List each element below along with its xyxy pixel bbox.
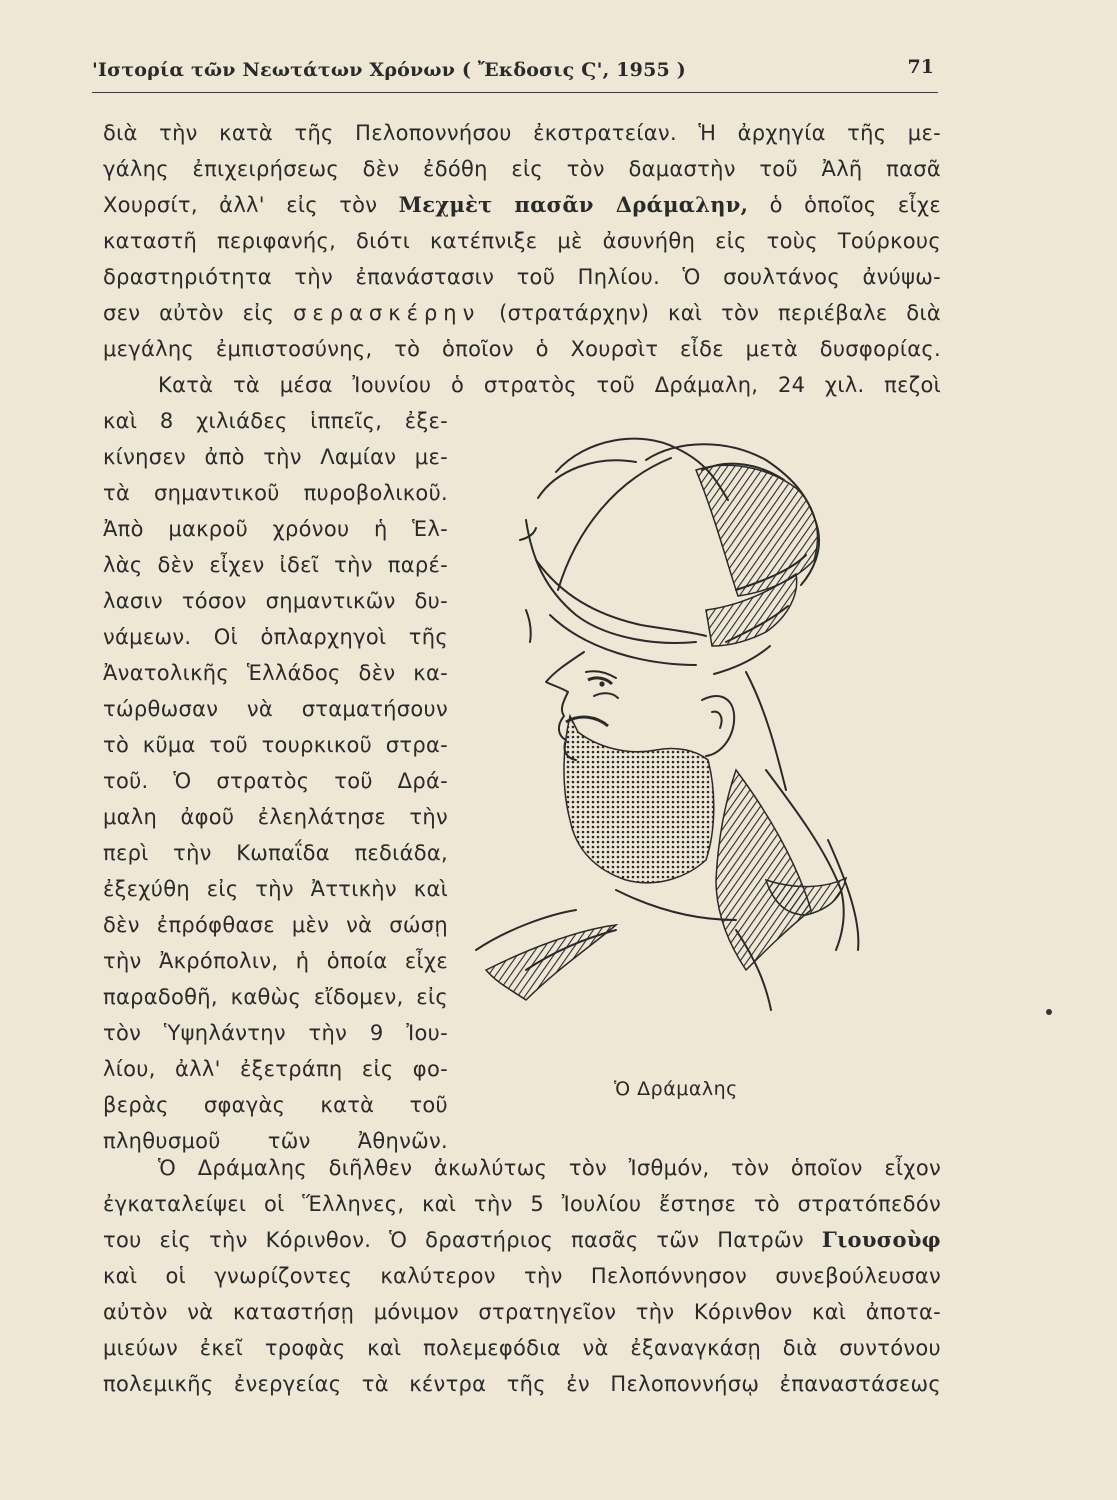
text-line: μιεύων ἐκεῖ τροφὰς καὶ πολεμεφόδια νὰ ἐξαναγκάσῃ διὰ συντόνου bbox=[103, 1336, 941, 1360]
text-line: καὶ 8 χιλιάδες ἱππεῖς, ἐξε- bbox=[103, 409, 448, 433]
text-line: παραδοθῆ, καθὼς εἴδομεν, εἰς bbox=[103, 985, 448, 1009]
text-line: λίου, ἀλλ' ἐξετράπη εἰς φο- bbox=[103, 1057, 448, 1081]
spaced-word-seraskier: σερασκέρην bbox=[293, 301, 481, 325]
text-line: τὸ κῦμα τοῦ τουρκικοῦ στρα- bbox=[103, 733, 448, 757]
text-line: Ἀνατολικῆς Ἑλλάδος δὲν κα- bbox=[103, 661, 448, 685]
text-line: τὴν Ἀκρόπολιν, ἡ ὁποία εἶχε bbox=[103, 949, 448, 973]
page-number: 71 bbox=[907, 56, 934, 78]
text-line: τὰ σημαντικοῦ πυροβολικοῦ. bbox=[103, 481, 448, 505]
text-line: αὐτὸν νὰ καταστήσῃ μόνιμον στρατηγεῖον τὴν Κόρινθον καὶ ἀποτα- bbox=[103, 1300, 941, 1324]
text-line: γάλης ἐπιχειρήσεως δὲν ἐδόθη εἰς τὸν δαμαστὴν τοῦ Ἀλῆ πασᾶ bbox=[103, 157, 941, 181]
text-line: Κατὰ τὰ μέσα Ἰουνίου ὁ στρατὸς τοῦ Δράμαλη, 24 χιλ. πεζοὶ bbox=[158, 373, 941, 397]
text-line: Ἀπὸ μακροῦ χρόνου ἡ Ἑλ- bbox=[103, 517, 448, 541]
illustration-caption: Ὁ Δράμαλης bbox=[614, 1078, 738, 1100]
text-line: τοῦ. Ὁ στρατὸς τοῦ Δρά- bbox=[103, 769, 448, 793]
text-line: περὶ τὴν Κωπαΐδα πεδιάδα, bbox=[103, 841, 448, 865]
text-line: βερὰς σφαγὰς κατὰ τοῦ bbox=[103, 1093, 448, 1117]
running-header bbox=[92, 56, 938, 93]
text-line: μαλη ἀφοῦ ἐλεηλάτησε τὴν bbox=[103, 805, 448, 829]
text-line: λασιν τόσον σημαντικῶν δυ- bbox=[103, 589, 448, 613]
text-line: ἐγκαταλείψει οἱ Ἕλληνες, καὶ τὴν 5 Ἰουλίου ἔστησε τὸ στρατόπεδόν bbox=[103, 1192, 941, 1216]
bold-name-giousouf: Γιουσοὺφ bbox=[821, 1227, 941, 1252]
text-line: νάμεων. Οἱ ὁπλαρχηγοὶ τῆς bbox=[103, 625, 448, 649]
text-line: λὰς δὲν εἶχεν ἰδεῖ τὴν παρέ- bbox=[103, 553, 448, 577]
text-line: πληθυσμοῦ τῶν Ἀθηνῶν. bbox=[103, 1129, 448, 1153]
text-line bbox=[103, 1222, 941, 1258]
ink-spot bbox=[1046, 1009, 1052, 1015]
text-line: δραστηριότητα τὴν ἐπανάστασιν τοῦ Πηλίου. Ὁ σουλτάνος ἀνύψω- bbox=[103, 265, 941, 289]
text-line: μεγάλης ἐμπιστοσύνης, τὸ ὁποῖον ὁ Χουρσὶτ εἶδε μετὰ δυσφορίας. bbox=[103, 337, 941, 361]
text-line: τὸν Ὑψηλάντην τὴν 9 Ἰου- bbox=[103, 1021, 448, 1045]
text-line: Ὁ Δράμαλης διῆλθεν ἀκωλύτως τὸν Ἰσθμόν, τὸν ὁποῖον εἶχον bbox=[158, 1156, 941, 1180]
text-line: διὰ τὴν κατὰ τῆς Πελοποννήσου ἐκστρατείαν. Ἡ ἀρχηγία τῆς με- bbox=[103, 121, 941, 145]
text-line bbox=[103, 295, 941, 331]
bold-name-mehmet-pasha: Μεχμὲτ πασᾶν Δράμαλην, bbox=[398, 192, 749, 217]
text-line: καὶ οἱ γνωρίζοντες καλύτερον τὴν Πελοπόννησον συνεβούλευσαν bbox=[103, 1264, 941, 1288]
portrait-illustration bbox=[466, 410, 882, 1070]
text-line: κίνησεν ἀπὸ τὴν Λαμίαν με- bbox=[103, 445, 448, 469]
text-span: του εἰς τὴν Κόρινθον. Ὁ δραστήριος πασᾶς τῶν Πατρῶν bbox=[103, 1228, 822, 1252]
text-span: ὁ ὁποῖος εἶχε bbox=[748, 193, 941, 217]
text-line: ἐξεχύθη εἰς τὴν Ἀττικὴν καὶ bbox=[103, 877, 448, 901]
text-line: δὲν ἐπρόφθασε μὲν νὰ σώσῃ bbox=[103, 913, 448, 937]
text-line: τώρθωσαν νὰ σταματήσουν bbox=[103, 697, 448, 721]
header-title: 'Ιστορία τῶν Νεωτάτων Χρόνων ( Ἔκδοσις Ϛ', 1955 ) bbox=[92, 59, 686, 81]
text-line bbox=[103, 187, 941, 223]
text-span: Χουρσίτ, ἀλλ' εἰς τὸν bbox=[103, 193, 399, 217]
text-line: πολεμικῆς ἐνεργείας τὰ κέντρα τῆς ἐν Πελοποννήσῳ ἐπαναστάσεως bbox=[103, 1372, 941, 1396]
text-span: (στρατάρχην) καὶ τὸν περιέβαλε διὰ bbox=[480, 301, 941, 325]
text-span: σεν αὐτὸν εἰς bbox=[103, 301, 294, 325]
text-line: καταστῆ περιφανής, διότι κατέπνιξε μὲ ἀσυνήθη εἰς τοὺς Τούρκους bbox=[103, 229, 941, 253]
